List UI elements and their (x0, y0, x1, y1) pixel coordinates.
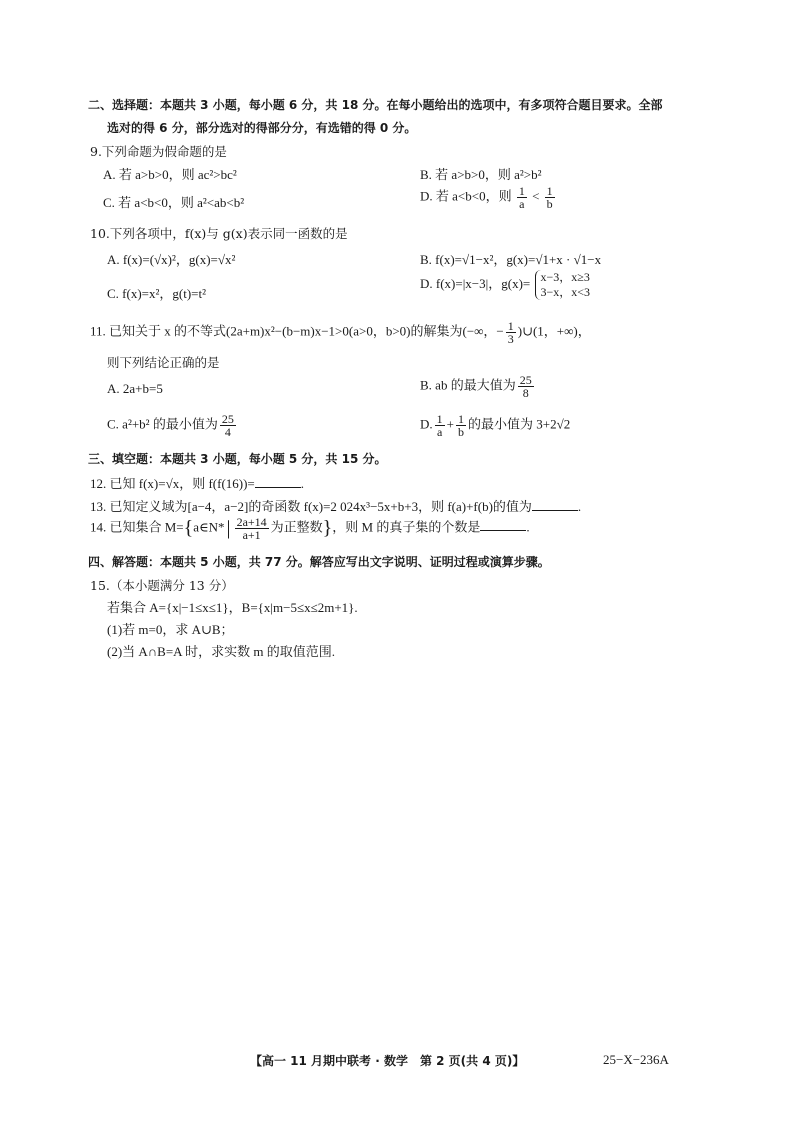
q11-stem-prefix: 11. 已知关于 x 的不等式(2a+m)x²−(b−m)x−1>0(a>0，b>0)的解集为 (90, 323, 463, 339)
q9-option-d-prefix: D. 若 a<b<0，则 (420, 188, 512, 204)
section-4-header: 四、解答题：本题共 5 小题，共 77 分。解答应写出文字说明、证明过程或演算步骤。 (88, 555, 550, 569)
q15-title: 15.（本小题满分 13 分） (90, 578, 234, 593)
q12 (90, 473, 304, 492)
q14-suffix: ，则 M 的真子集的个数是 (332, 519, 481, 535)
q10-option-d (420, 270, 590, 300)
q12-end: . (300, 476, 305, 491)
q11-d-fraction-1: $\frac{1}{a}$ (436, 412, 443, 439)
q10-option-c: C. f(x)=x²，g(t)=t² (107, 286, 206, 301)
q11-option-d-suffix: 的最小值为 3+2√2 (467, 416, 571, 432)
q15-part1: (1)若 m=0，求 A∪B； (107, 622, 234, 637)
q11-interval-fraction: $\frac{1}{3}$ (507, 319, 514, 346)
q10-case-1: x−3，x≥3 (540, 270, 590, 284)
q13-answer-blank[interactable] (532, 499, 578, 511)
q15-part2: (2)当 A∩B=A 时，求实数 m 的取值范围. (107, 644, 335, 659)
q15-line1: 若集合 A={x|−1≤x≤1}，B={x|m−5≤x≤2m+1}. (107, 600, 358, 615)
q11-d-plus: + (446, 416, 454, 432)
q9-stem: 9.下列命题为假命题的是 (90, 144, 227, 159)
q11-option-a: A. 2a+b=5 (107, 381, 163, 396)
q14-fraction: $\frac{2a+14}{a+1}$ (236, 515, 267, 542)
q14-end: . (526, 519, 530, 535)
q10-case-2: 3−x，x<3 (540, 285, 591, 299)
q9-d-fraction-1: $\frac{1}{a}$ (518, 184, 525, 211)
q11-interval-open: (−∞，− (462, 323, 504, 339)
q9-d-operator: < (532, 188, 540, 204)
q11-option-d (420, 413, 570, 438)
q14: 14. 已知集合 M={a∈N* | $\frac{2a+14}{a+1}$ 为正整数}，则 M 的真子集的个数是 . (90, 515, 530, 542)
q9-option-d (420, 185, 557, 210)
q11-option-b (420, 374, 536, 399)
q14-answer-blank[interactable] (480, 519, 526, 531)
q11-line2: 则下列结论正确的是 (107, 355, 220, 370)
q11-stem (90, 320, 591, 345)
q11-interval-close: )∪(1，+∞)， (517, 323, 591, 339)
footer-exam-code: 25−X−236A (603, 1052, 669, 1067)
section-3-header: 三、填空题：本题共 3 小题，每小题 5 分，共 15 分。 (88, 452, 387, 466)
q9-d-fraction-2: $\frac{1}{b}$ (546, 184, 553, 211)
q10-stem: 10.下列各项中，f(x)与 g(x)表示同一函数的是 (90, 226, 348, 241)
q14-prefix: 14. 已知集合 M= (90, 519, 184, 535)
q11-c-fraction: $\frac{25}{4}$ (221, 412, 234, 439)
q11-option-b-prefix: B. ab 的最大值为 (420, 377, 516, 393)
q14-set-left: a∈N* (193, 519, 225, 535)
q10-piecewise-brace (535, 270, 590, 300)
section-2-header-line1: 二、选择题：本题共 3 小题，每小题 6 分，共 18 分。在每小题给出的选项中，有多项符合题目要求。全部 (88, 98, 663, 112)
q13 (90, 496, 581, 515)
q9-option-c: C. 若 a<b<0，则 a²<ab<b² (103, 195, 245, 210)
q14-set-right: 为正整数 (270, 519, 323, 535)
q11-option-c (107, 413, 238, 438)
q11-b-fraction: $\frac{25}{8}$ (519, 373, 532, 400)
q9-option-a: A. 若 a>b>0，则 ac²>bc² (103, 167, 237, 182)
q10-option-d-prefix: D. f(x)=|x−3|，g(x)= (420, 275, 531, 291)
q13-end: . (577, 499, 582, 514)
section-2-header-line2: 选对的得 6 分，部分选对的得部分分，有选错的得 0 分。 (107, 121, 417, 135)
q12-text: 12. 已知 f(x)=√x，则 f(f(16))= (90, 476, 255, 491)
q10-option-a: A. f(x)=(√x)²，g(x)=√x² (107, 252, 236, 267)
q10-option-b: B. f(x)=√1−x²，g(x)=√1+x · √1−x (420, 252, 602, 267)
q12-answer-blank[interactable] (255, 476, 301, 488)
q11-d-fraction-2: $\frac{1}{b}$ (457, 412, 464, 439)
q13-text: 13. 已知定义域为[a−4，a−2]的奇函数 f(x)=2 024x³−5x+b+3，则 f(a)+f(b)的值为 (90, 499, 532, 514)
q11-option-c-prefix: C. a²+b² 的最小值为 (107, 416, 218, 432)
q11-option-d-prefix: D. (420, 416, 433, 432)
q9-option-b: B. 若 a>b>0，则 a²>b² (420, 167, 542, 182)
footer-page-info: 【高一 11 月期中联考 · 数学 第 2 页(共 4 页)】 (250, 1054, 525, 1068)
